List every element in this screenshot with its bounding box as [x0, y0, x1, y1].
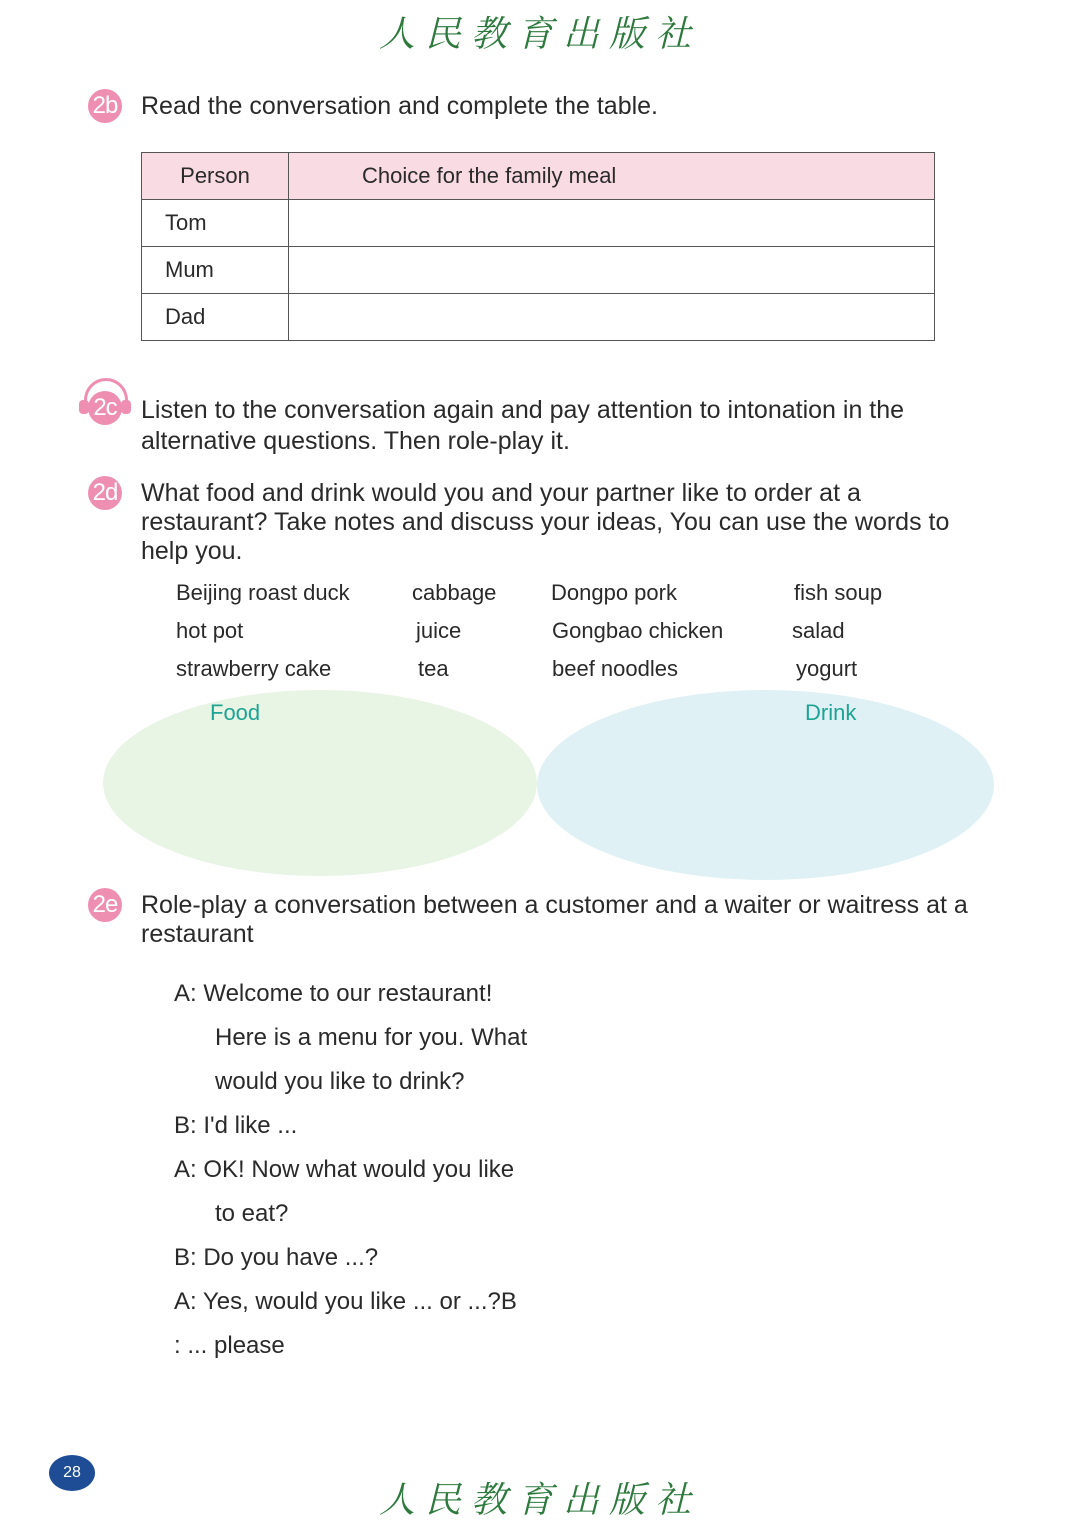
headphone-right-ear-icon: [121, 400, 131, 414]
instruction-2c-line2: alternative questions. Then role-play it.: [141, 427, 570, 455]
word-item: Dongpo pork: [551, 580, 677, 605]
food-ellipse[interactable]: [103, 690, 537, 876]
table-row: [142, 200, 935, 247]
exercise-badge-2e: 2e: [88, 888, 122, 922]
dialogue-line: would you like to drink?: [215, 1068, 465, 1095]
publisher-logo-bottom: 人民教育出版社: [378, 1480, 701, 1521]
instruction-2b: Read the conversation and complete the table.: [141, 92, 659, 120]
exercise-badge-2d: 2d: [88, 476, 122, 510]
drink-ellipse[interactable]: [537, 690, 994, 880]
page-number: 28: [49, 1455, 95, 1491]
header-person: Person: [142, 153, 289, 200]
choice-cell[interactable]: [289, 200, 935, 247]
drink-label: Drink: [805, 700, 857, 725]
dialogue-line: : ... please: [174, 1332, 285, 1359]
word-item: Beijing roast duck: [176, 580, 350, 605]
word-item: beef noodles: [552, 656, 678, 681]
instruction-2e-line1: Role-play a conversation between a customer and a waiter or waitress at a: [141, 891, 968, 919]
instruction-2c-line1: Listen to the conversation again and pay attention to intonation in the: [141, 396, 905, 424]
exercise-badge-2b: 2b: [88, 89, 122, 123]
dialogue-line: A: OK! Now what would you like: [174, 1156, 515, 1183]
choice-cell[interactable]: [289, 247, 935, 294]
publisher-logo-top: 人民教育出版社: [378, 14, 701, 55]
table-row: [142, 247, 935, 294]
word-item: strawberry cake: [176, 656, 332, 681]
dialogue-line: B: I'd like ...: [174, 1112, 298, 1139]
header-choice: Choice for the family meal: [289, 153, 935, 200]
word-item: Gongbao chicken: [552, 618, 724, 643]
word-item: juice: [416, 618, 462, 643]
word-item: cabbage: [412, 580, 497, 605]
instruction-2d-line2: restaurant? Take notes and discuss your ideas, You can use the words to: [141, 508, 950, 536]
word-item: hot pot: [176, 618, 244, 643]
instruction-2d-line1: What food and drink would you and your partner like to order at a: [141, 479, 861, 507]
person-cell: Tom: [142, 200, 289, 247]
dialogue-line: to eat?: [215, 1200, 289, 1227]
exercise-badge-2c: 2c: [88, 391, 122, 425]
dialogue-line: A: Welcome to our restaurant!: [174, 980, 493, 1007]
instruction-2e-line2: restaurant: [141, 920, 254, 948]
word-item: tea: [418, 656, 449, 681]
person-cell: Dad: [142, 294, 289, 341]
dialogue-line: Here is a menu for you. What: [215, 1024, 528, 1051]
dialogue-line: B: Do you have ...?: [174, 1244, 379, 1271]
family-meal-table: [141, 152, 935, 341]
person-cell: Mum: [142, 247, 289, 294]
word-item: yogurt: [796, 656, 858, 681]
food-label: Food: [210, 700, 261, 725]
word-item: fish soup: [794, 580, 883, 605]
word-item: salad: [792, 618, 845, 643]
choice-cell[interactable]: [289, 294, 935, 341]
instruction-2d-line3: help you.: [141, 537, 243, 565]
table-header-row: [142, 153, 935, 200]
table-row: [142, 294, 935, 341]
dialogue-line: A: Yes, would you like ... or ...?B: [174, 1288, 517, 1315]
